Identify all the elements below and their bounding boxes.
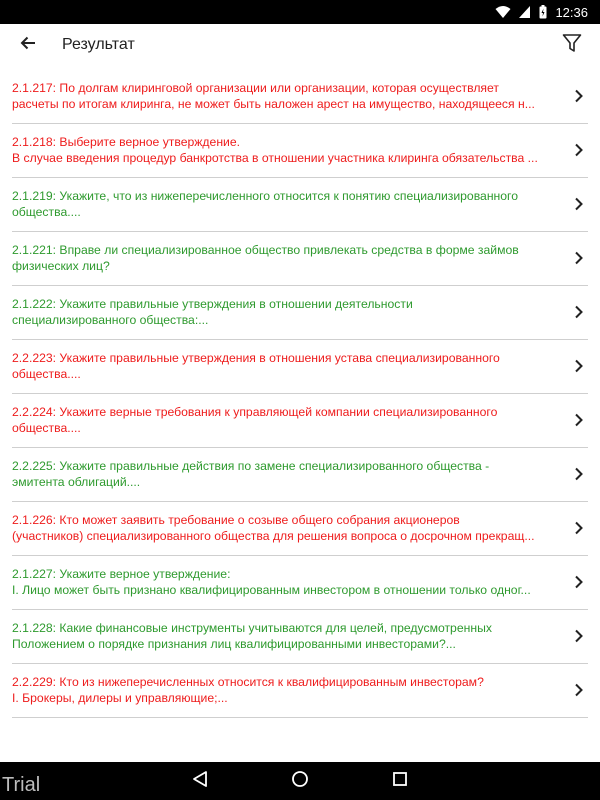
status-time: 12:36 (555, 4, 588, 20)
question-line-1: 2.2.223: Укажите правильные утверждения в отношения устава специализированного (12, 351, 500, 365)
question-line-1: 2.2.225: Укажите правильные действия по замене специализированного общества - (12, 459, 490, 473)
status-bar (0, 0, 600, 24)
question-text (12, 674, 557, 706)
circle-home-icon (291, 770, 309, 793)
question-line-2: расчеты по итогам клиринга, не может быть наложен арест на имущество, находящееся н... (12, 97, 535, 111)
question-text (12, 188, 557, 220)
chevron-right-icon (574, 305, 584, 319)
question-line-2: физических лиц? (12, 259, 110, 273)
question-text (12, 350, 557, 382)
triangle-back-icon (192, 770, 208, 793)
question-line-1: 2.1.217: По долгам клиринговой организации или организации, которая осуществляет (12, 81, 499, 95)
navigation-bar (0, 762, 600, 800)
question-text (12, 566, 557, 598)
question-line-2: общества.... (12, 367, 81, 381)
question-line-1: 2.2.224: Укажите верные требования к управляющей компании специализированного (12, 405, 498, 419)
filter-icon (562, 33, 582, 58)
list-item[interactable] (12, 394, 588, 448)
chevron-right-icon (574, 197, 584, 211)
battery-icon (539, 5, 547, 19)
question-line-1: 2.1.221: Вправе ли специализированное общество привлекать средства в форме займов (12, 243, 519, 257)
nav-recents-button[interactable] (388, 769, 412, 793)
question-line-2: (участников) специализированного общества для решения вопроса о досрочном прекращ... (12, 529, 535, 543)
question-line-1: 2.1.218: Выберите верное утверждение. (12, 135, 241, 149)
question-text (12, 620, 557, 652)
list-item[interactable] (12, 286, 588, 340)
question-line-2: I. Брокеры, дилеры и управляющие;... (12, 691, 228, 705)
back-button[interactable] (12, 29, 44, 61)
filter-button[interactable] (556, 29, 588, 61)
chevron-right-icon (574, 359, 584, 373)
list-item[interactable] (12, 70, 588, 124)
results-list (12, 70, 588, 718)
question-text (12, 80, 557, 112)
question-text (12, 404, 557, 436)
chevron-right-icon (574, 89, 584, 103)
list-item[interactable] (12, 448, 588, 502)
chevron-right-icon (574, 683, 584, 697)
question-line-2: Положением о порядке признания лиц квалифицированными инвесторами?... (12, 637, 456, 651)
list-item[interactable] (12, 178, 588, 232)
chevron-right-icon (574, 143, 584, 157)
question-line-2: В случае введения процедур банкротства в отношении участника клиринга обязательства ... (12, 151, 538, 165)
page-title: Результат (62, 36, 135, 53)
list-item[interactable] (12, 124, 588, 178)
list-item[interactable] (12, 664, 588, 718)
question-line-2: общества.... (12, 205, 81, 219)
question-line-1: 2.1.228: Какие финансовые инструменты учитываются для целей, предусмотренных (12, 621, 492, 635)
question-line-1: 2.1.222: Укажите правильные утверждения в отношении деятельности (12, 297, 413, 311)
chevron-right-icon (574, 521, 584, 535)
question-line-1: 2.1.227: Укажите верное утверждение: (12, 567, 231, 581)
question-line-2: общества.... (12, 421, 81, 435)
question-text (12, 296, 557, 328)
question-line-2: I. Лицо может быть признано квалифицированным инвестором в отношении только одног... (12, 583, 531, 597)
app-bar (0, 24, 600, 66)
question-text (12, 242, 557, 274)
nav-home-button[interactable] (288, 769, 312, 793)
chevron-right-icon (574, 467, 584, 481)
list-item[interactable] (12, 610, 588, 664)
question-line-1: 2.1.219: Укажите, что из нижеперечисленного относится к понятию специализированного (12, 189, 519, 203)
chevron-right-icon (574, 413, 584, 427)
trial-watermark: Trial (2, 774, 41, 796)
list-item[interactable] (12, 556, 588, 610)
nav-back-button[interactable] (188, 769, 212, 793)
list-item[interactable] (12, 340, 588, 394)
list-item[interactable] (12, 232, 588, 286)
question-text (12, 458, 557, 490)
question-line-1: 2.1.226: Кто может заявить требование о созыве общего собрания акционеров (12, 513, 460, 527)
status-icons (495, 0, 588, 24)
question-line-2: эмитента облигаций.... (12, 475, 141, 489)
wifi-icon (495, 5, 511, 19)
signal-icon (519, 5, 531, 19)
question-text (12, 512, 557, 544)
question-line-2: специализированного общества:... (12, 313, 209, 327)
chevron-right-icon (574, 251, 584, 265)
arrow-back-icon (20, 35, 36, 56)
chevron-right-icon (574, 575, 584, 589)
question-line-1: 2.2.229: Кто из нижеперечисленных относится к квалифицированным инвесторам? (12, 675, 484, 689)
question-text (12, 134, 557, 166)
square-recents-icon (392, 771, 408, 792)
list-item[interactable] (12, 502, 588, 556)
chevron-right-icon (574, 629, 584, 643)
